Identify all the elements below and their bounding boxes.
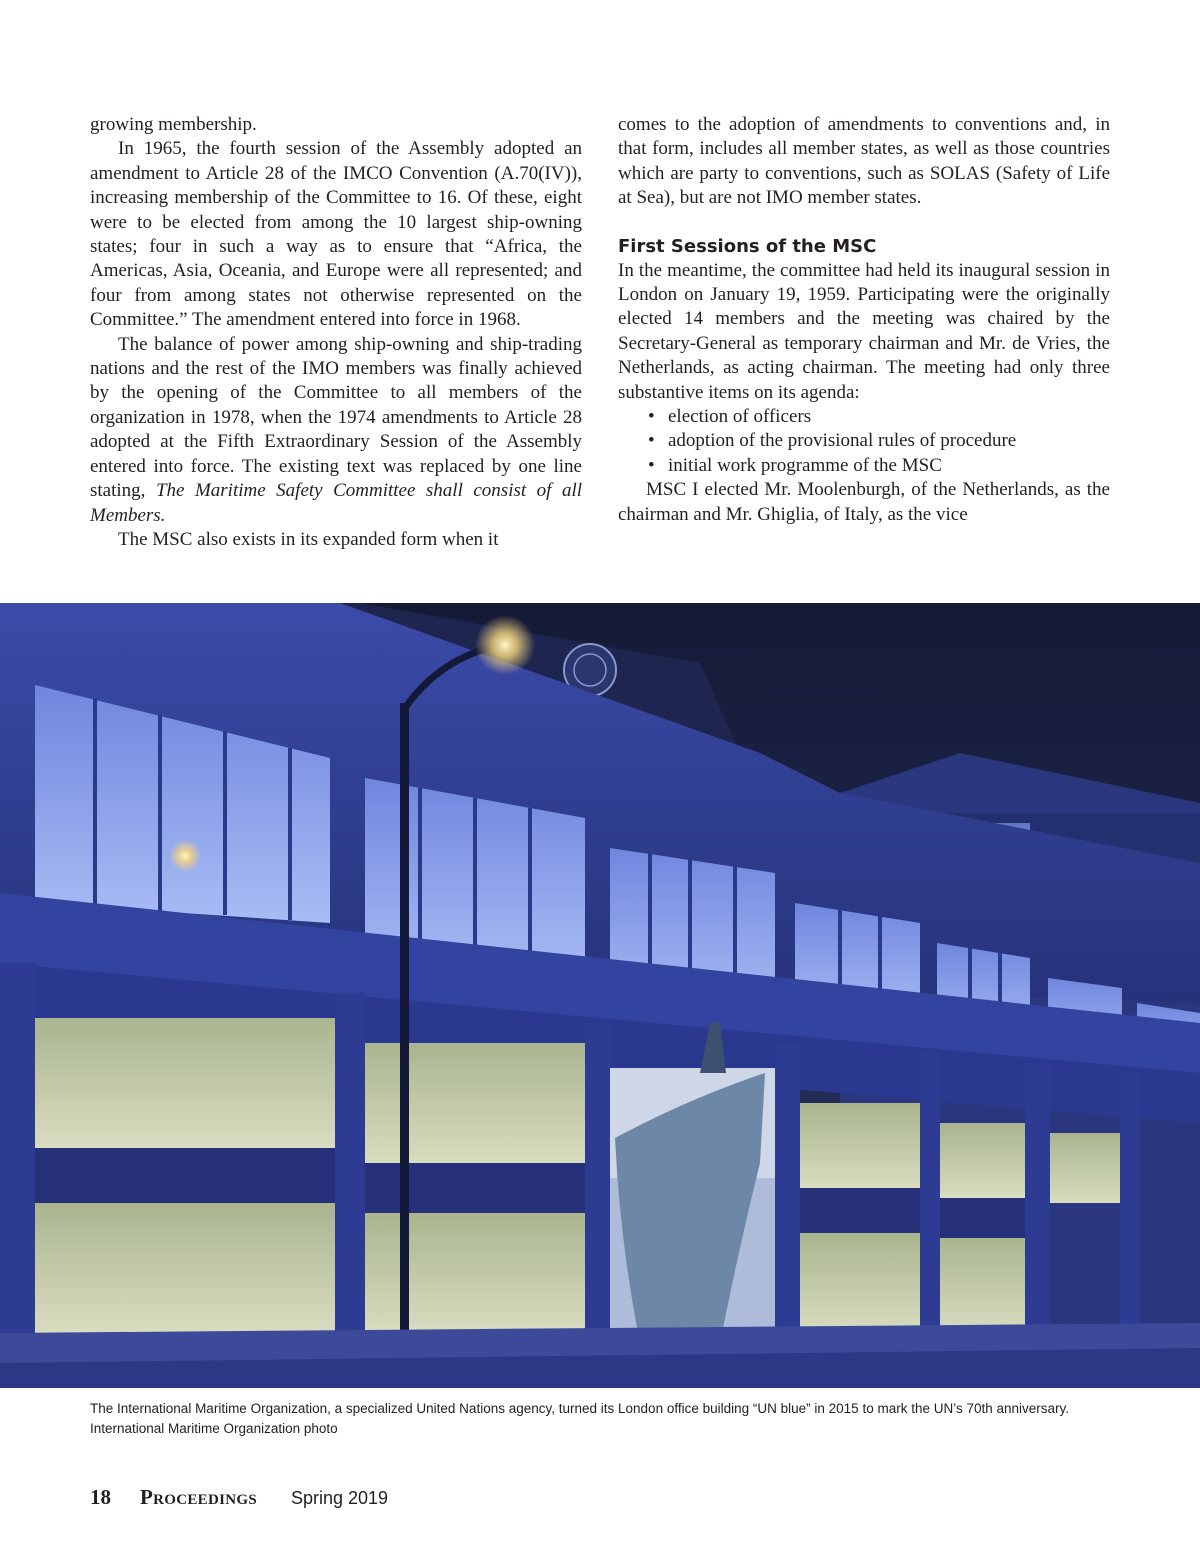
bullet-icon: • (648, 430, 655, 452)
photo-caption: The International Maritime Organization, a specialized United Nations agency, turned its London office building “UN blue” in 2015 to mark the UN’s 70th anniversary. International Maritime Organization photo (90, 1401, 1070, 1436)
list-item-text: election of officers (668, 406, 812, 428)
list-item (648, 405, 1110, 429)
list-item (648, 429, 1110, 453)
paragraph: The MSC also exists in its expanded form when it (118, 528, 499, 550)
paragraph: growing membership. (90, 114, 257, 135)
paragraph-text: The balance of power among ship-owning and ship-trading nations and the rest of the IMO members was finally achieved by the opening of the Committee to all members of the organization in 1978, when the 1974 amendments to Article 28 adopted at the Fifth Extraordinary Session of the Assembly entered into force. The existing text was replaced by one line stating, (90, 333, 582, 502)
list-item-text: initial work programme of the MSC (668, 454, 942, 476)
bullet-icon: • (648, 454, 655, 476)
paragraph: comes to the adoption of amendments to conventions and, in that form, includes all member states, as well as those countries which are party to conventions, such as SOLAS (Safety of Life at Sea), but are not IMO member states. (618, 114, 1110, 209)
page-footer (90, 1485, 388, 1515)
publication-name: Proceedings (140, 1485, 257, 1509)
bullet-icon: • (648, 406, 655, 428)
building-photo (0, 603, 1200, 1388)
left-column (90, 113, 582, 552)
section-heading: First Sessions of the MSC (618, 235, 877, 257)
right-column (618, 113, 1110, 527)
list-item-text: adoption of the provisional rules of procedure (668, 430, 1017, 452)
paragraph: In the meantime, the committee had held its inaugural session in London on January 19, 1959. Participating were the originally elected 14 members and the meeting was chaired by the Secretary-General as temporary chairman and Mr. de Vries, the Netherlands, as acting chairman. The meeting had only three substantive items on its agenda: (618, 259, 1110, 403)
bullet-list (618, 405, 1110, 478)
page-number: 18 (90, 1485, 111, 1509)
italic-quote: The Maritime Safety Committee shall consist of all Members. (90, 480, 582, 526)
list-item (648, 454, 1110, 478)
paragraph: MSC I elected Mr. Moolenburgh, of the Netherlands, as the chairman and Mr. Ghiglia, of Italy, as the vice (618, 479, 1110, 525)
paragraph (90, 333, 582, 528)
paragraph: In 1965, the fourth session of the Assembly adopted an amendment to Article 28 of the IMCO Convention (A.70(IV)), increasing membership of the Committee to 16. Of these, eight were to be elected from among the 10 largest ship-owning states; four in such a way as to ensure that “Africa, the Americas, Asia, Oceania, and Europe were all represented; and four from among states not otherwise represented on the Committee.” The amendment entered into force in 1968. (90, 138, 582, 331)
issue-date: Spring 2019 (290, 1488, 389, 1508)
